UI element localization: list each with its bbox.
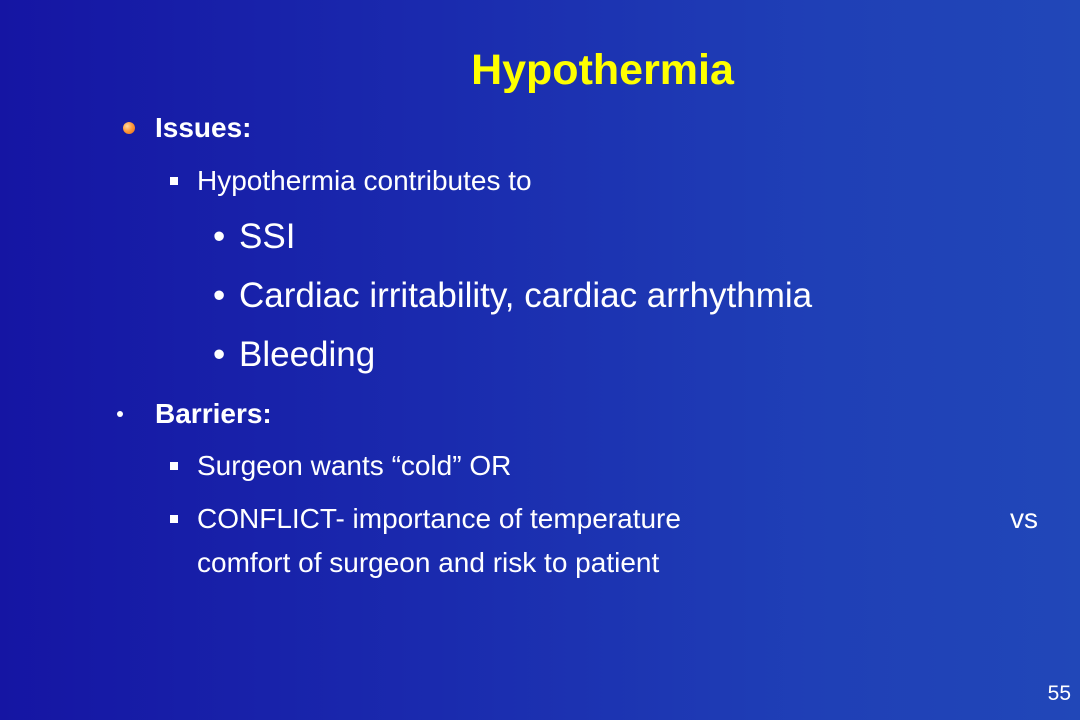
orange-dot-icon <box>123 122 135 134</box>
section-heading-barriers: Barriers: <box>155 398 272 429</box>
slide-title: Hypothermia <box>471 46 734 94</box>
bullet-dot-icon: • <box>213 335 226 374</box>
page-number: 55 <box>1047 682 1071 705</box>
item-hypothermia-contributes: Hypothermia contributes to <box>197 165 532 196</box>
bullet-dot-icon: • <box>213 217 226 256</box>
square-bullet-icon <box>170 462 178 470</box>
subitem-bleeding: Bleeding <box>239 335 376 374</box>
subitem-ssi: SSI <box>239 217 296 256</box>
square-bullet-icon <box>170 177 178 185</box>
subitem-cardiac: Cardiac irritability, cardiac arrhythmia <box>239 276 813 315</box>
white-dot-icon <box>117 411 123 417</box>
bullet-dot-icon: • <box>213 276 226 315</box>
item-surgeon-wants-cold: Surgeon wants “cold” OR <box>197 450 512 481</box>
square-bullet-icon <box>170 515 178 523</box>
item-conflict-continuation: comfort of surgeon and risk to patient <box>197 547 660 578</box>
section-heading-issues: Issues: <box>155 112 252 143</box>
item-conflict: CONFLICT- importance of temperature <box>197 503 681 534</box>
item-conflict-vs: vs <box>1010 503 1038 534</box>
